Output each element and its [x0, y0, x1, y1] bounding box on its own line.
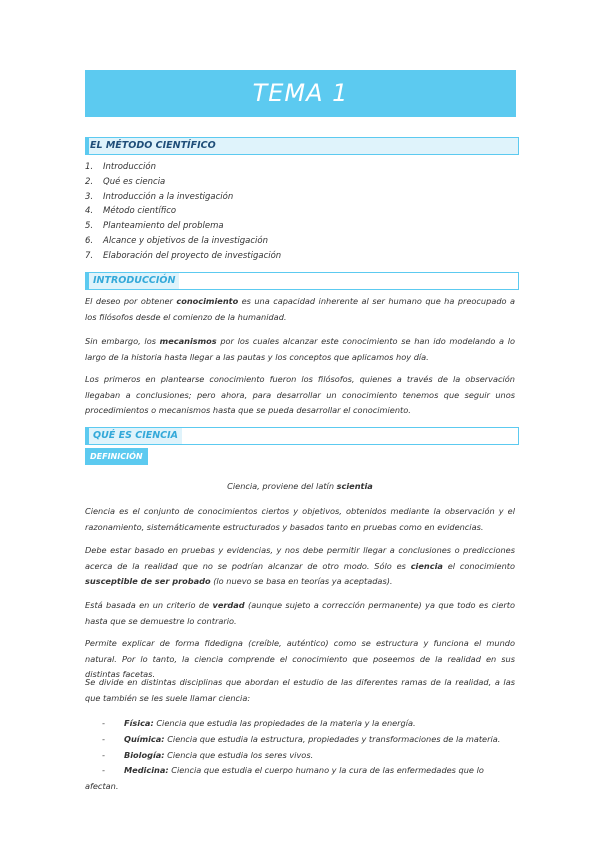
title-banner: TEMA 1 [85, 70, 516, 117]
etymology-line: Ciencia, proviene del latín scientia [227, 481, 373, 491]
toc-item: 4. Método científico [85, 206, 177, 217]
toc-item: 7. Elaboración del proyecto de investigación [85, 250, 282, 261]
section-heading-label: EL MÉTODO CIENTÍFICO [90, 140, 216, 151]
list-item: - Biología: Ciencia que estudia los seres vivos. [102, 749, 314, 760]
definition-badge: DEFINICIÓN [85, 448, 148, 465]
toc-item: 6. Alcance y objetivos de la investigación [85, 235, 268, 246]
ciencia-paragraph-5: Se divide en distintas disciplinas que abordan el estudio de las diferentes ramas de la realidad, a las que también se les suele llamar ciencia: [85, 677, 515, 703]
list-item: - Física: Ciencia que estudia las propiedades de la materia y la energía. [102, 718, 416, 728]
toc-item: 3. Introducción a la investigación [85, 191, 234, 202]
ciencia-paragraph-1: Ciencia es el conjunto de conocimientos ciertos y objetivos, obtenidos mediante la observación y el razonamiento, sistemáticamente estructurados y basados tanto en pruebas como en evidencias. [85, 506, 515, 532]
intro-heading-label: INTRODUCCIÓN [89, 273, 179, 289]
disciplines-list [85, 716, 515, 792]
ciencia-heading-label: QUÉ ES CIENCIA [89, 428, 182, 444]
toc-item: 1. Introducción [85, 162, 157, 172]
section-heading [85, 137, 519, 155]
list-item: - Medicina: Ciencia que estudia el cuerpo humano y la cura de las enfermedades que lo afectan. [85, 765, 484, 792]
toc-item: 2. Qué es ciencia [85, 176, 166, 187]
intro-paragraph-2: Sin embargo, los mecanismos por los cuales alcanzar este conocimiento se han ido modelando a lo largo de la historia hasta llegar a las pautas y los conceptos que aplicamos hoy día. [85, 336, 515, 362]
intro-heading [85, 272, 519, 290]
toc-item: 5. Planteamiento del problema [85, 221, 224, 232]
table-of-contents [85, 160, 515, 264]
ciencia-heading [85, 427, 519, 445]
ciencia-paragraph-3: Está basada en un criterio de verdad (aunque sujeto a corrección permanente) ya que todo es cierto hasta que se demuestre lo contrario. [85, 600, 516, 626]
intro-paragraph-1: El deseo por obtener conocimiento es una capacidad inherente al ser humano que ha preocupado a los filósofos desde el comienzo de la humanidad. [85, 296, 515, 322]
ciencia-paragraph-2: Debe estar basado en pruebas y evidencias, y nos debe permitir llegar a conclusiones o predicciones acerca de la realidad que no se podrían alcanzar de otro modo. Sólo es ciencia el conocimiento susceptible de ser probado (lo nuevo se basa en teorías ya aceptadas). [85, 545, 515, 586]
intro-paragraph-3: Los primeros en plantearse conocimiento fueron los filósofos, quienes a través de la observación llegaban a conclusiones; pero ahora, para desarrollar un conocimiento tenemos que seguir unos procedimientos o mecanismos hasta que se pueda desarrollar el conocimiento. [85, 374, 515, 415]
list-item: - Química: Ciencia que estudia la estructura, propiedades y transformaciones de la materia. [102, 733, 501, 744]
ciencia-paragraph-4: Permite explicar de forma fidedigna (creíble, auténtico) como se estructura y funciona el mundo natural. Por lo tanto, la ciencia comprende el conocimiento que poseemos de la realidad en sus distintas facetas. [85, 638, 515, 679]
